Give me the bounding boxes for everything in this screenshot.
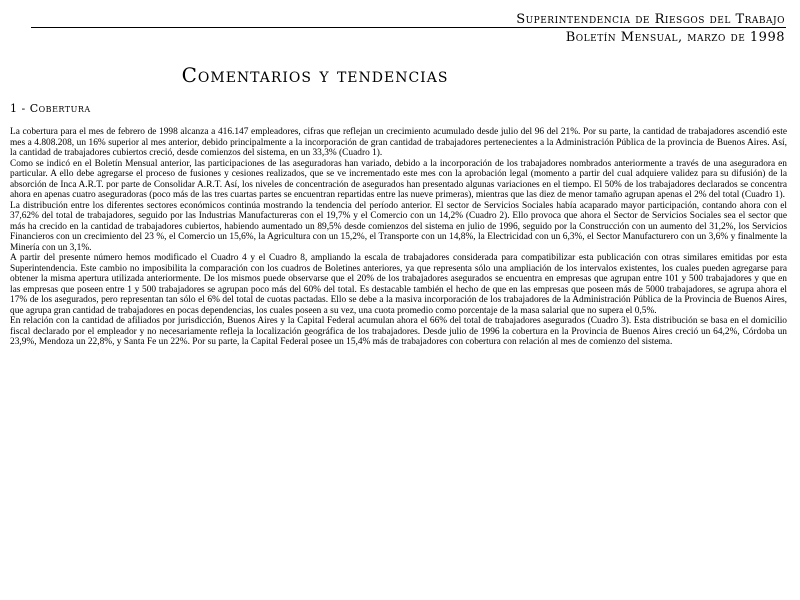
body-text — [10, 127, 787, 348]
paragraph-economic-sectors: La distribución entre los diferentes sectores económicos continúa mostrando la tendencia del período anterior. El sector de Servicios Sociales había acaparado mayor participación, contando ahora con el 37,62% del total de trabajadores, seguido por las Industrias Manufactureras con el 19,7% y el Comercio con un 14,2% (Cuadro 2). Ello provoca que ahora el Sector de Servicios Sociales sea el sector que más ha crecido en la cantidad de trabajadores cubiertos, habiendo aumentado un 89,5% desde comienzos del sistema en julio de 1996, seguido por la Construcción con un aumento del 31,2%, los Servicios Financieros con un crecimiento del 23 %, el Comercio un 15,6%, la Agricultura con un 15,2%, el Transporte con un 14,8%, la Electricidad con un 6,3%, el Sector Manufacturero con un 3,6% y finalmente la Minería con un 3,1%. — [10, 200, 787, 253]
paragraph-worker-scale: A partir del presente número hemos modificado el Cuadro 4 y el Cuadro 8, ampliando la escala de trabajadores considerada para compatibilizar esta publicación con otras similares emitidas por esta Superintendencia. Este cambio no imposibilita la comparación con los cuadros de Boletines anteriores, ya que representa sólo una ampliación de los intervalos existentes, los cuales pueden agregarse para obtener la misma apertura utilizada anteriormente. De los mismos puede observarse que el 20% de los trabajadores asegurados se encuentra en empresas que agrupan entre 101 y 500 trabajadores y que en las empresas que poseen entre 1 y 500 trabajadores se agrupan poco más del 60% del total. Es destacable también el hecho de que en las empresas que poseen más de 5000 trabajadores, se agrupa ahora el 17% de los asegurados, pero representan tan sólo el 6% del total de cuotas pactadas. Ello se debe a la masiva incorporación de los trabajadores de la Administración Pública de la Provincia de Buenos Aires, que agrupa gran cantidad de trabajadores en pocas dependencias, los cuales poseen a su vez, una cuota promedio como porcentaje de la masa salarial que no supera el 0,5%. — [10, 253, 787, 316]
paragraph-coverage-totals: La cobertura para el mes de febrero de 1998 alcanza a 416.147 empleadores, cifras que reflejan un crecimiento acumulado desde julio del 96 del 21%. Por su parte, la cantidad de trabajadores ascendió este mes a 4.808.208, un 16% superior al mes anterior, debido principalmente a la incorporación de gran cantidad de trabajadores pertenecientes a la Administración Pública de la provincia de Buenos Aires. Así, la cantidad de trabajadores cubiertos creció, desde comienzos del sistema, en un 33,3% (Cuadro 1). — [10, 127, 787, 158]
section-heading: 1 - Cobertura — [10, 102, 91, 115]
page-title: Comentarios y tendencias — [181, 63, 449, 87]
header-rule — [31, 27, 786, 28]
header-organization: Superintendencia de Riesgos del Trabajo — [516, 12, 785, 27]
paragraph-insurer-concentration: Como se indicó en el Boletín Mensual anterior, las participaciones de las aseguradoras han variado, debido a la incorporación de los trabajadores nombrados anteriormente a través de una aseguradora en particular. A ello debe agregarse el proceso de fusiones y cesiones realizados, que se ve incrementado este mes con la aprobación legal (momento a partir del cual adquiere validez para su difusión) de la absorción de Inca A.R.T. por parte de Consolidar A.R.T. Así, los niveles de concentración de asegurados han presentado algunas variaciones en el tiempo. El 50% de los trabajadores declarados se concentra ahora en apenas cuatro aseguradoras (poco más de las tres cuartas partes se encuentran repartidas entre las nueve primeras), mientras que las diez de menor tamaño agrupan apenas el 2% del total (Cuadro 1). — [10, 158, 787, 200]
paragraph-jurisdictions: En relación con la cantidad de afiliados por jurisdicción, Buenos Aires y la Capital Federal acumulan ahora el 66% del total de trabajadores asegurados (Cuadro 3). Esta distribución se basa en el domicilio fiscal declarado por el empleador y no necesariamente refleja la localización geográfica de los trabajadores. Desde julio de 1996 la cobertura en la Provincia de Buenos Aires creció un 64,2%, Córdoba un 23,9%, Mendoza un 22,8%, y Santa Fe un 22%. Por su parte, la Capital Federal posee un 15,4% más de trabajadores con cobertura con relación al mes de comienzo del sistema. — [10, 316, 787, 347]
header-bulletin: Boletín Mensual, marzo de 1998 — [565, 30, 785, 45]
